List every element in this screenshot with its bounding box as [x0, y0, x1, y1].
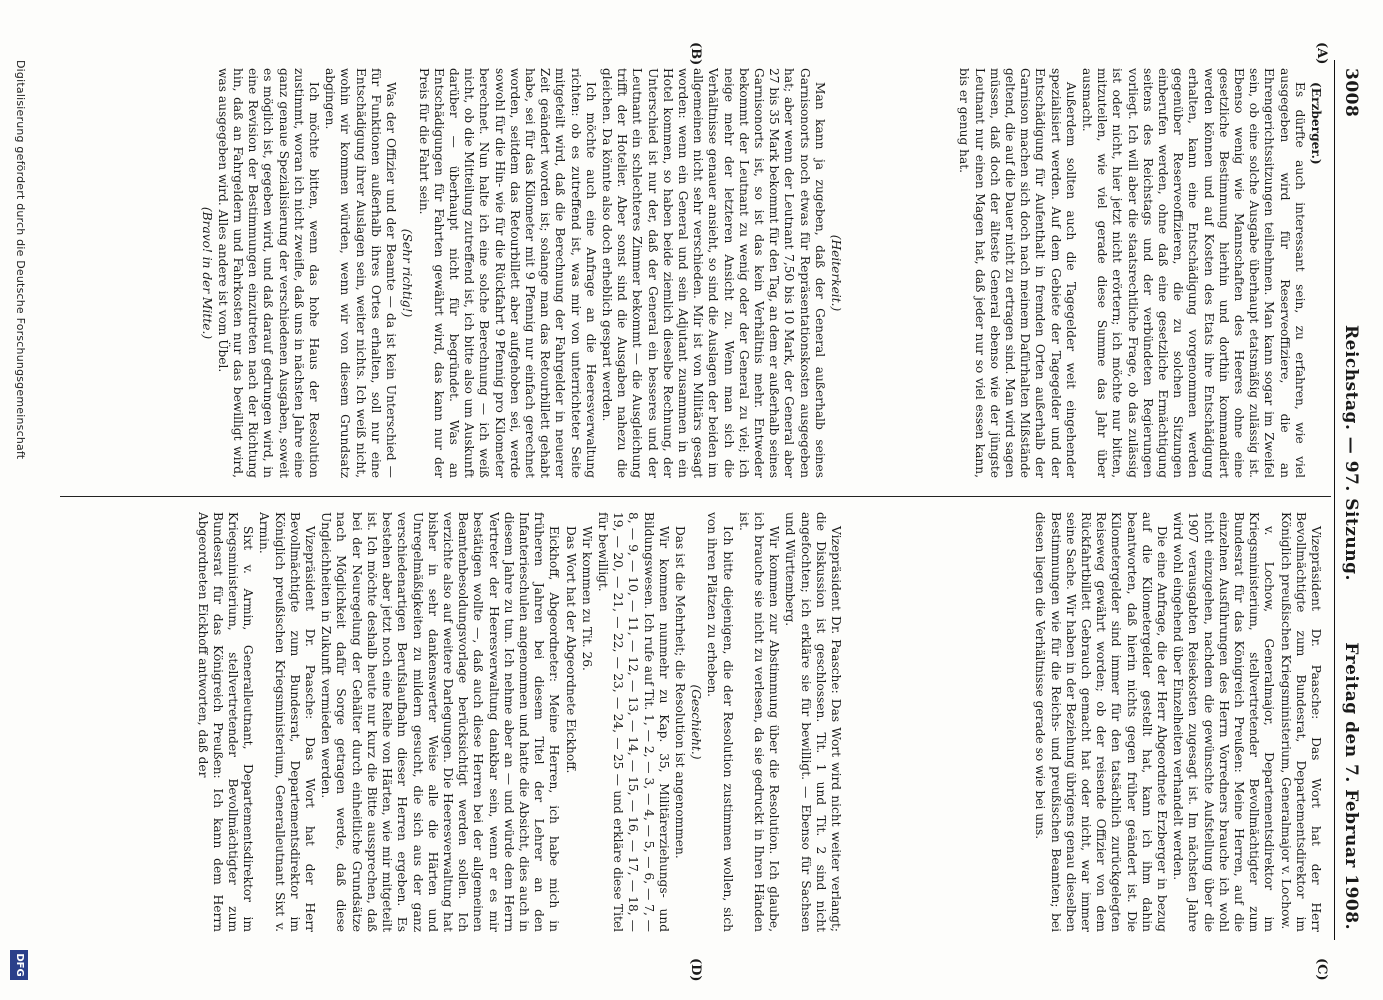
paragraph: Was der Offizier und der Beamte — da ist kein Unterschied — für Funktionen außerhalb ihres Ortes erhalten, soll nur eine Entschädigung ihrer Auslagen sein, weiter nichts. Ich weiß nicht, wohin wir kommen würden, wenn wir von diesem Grundsatz abgingen.	[323, 68, 399, 478]
paragraph: Das Wort hat der Abgeordnete Eickhoff.	[563, 526, 578, 774]
page-number: 3008	[1341, 68, 1361, 118]
column-divider	[60, 496, 1331, 497]
paragraph: v. Lochow, Generalmajor, Departementsdirektor im Kriegsministerium, stellvertretender Bevollmächtigter zum Bundesrat für das Königreich Preußen: Meine Herren, auf die einzelnen Ausführungen des Herrn Vorredners brauche ich wohl nicht einzugehen, nachdem die gewünschte Aufstellung über die 1907 verausgabten Reisekosten zugesagt ist. Im nächsten Jahre wird wohl eingehend über Einzelheiten verhandelt werden.	[1171, 512, 1277, 932]
paragraph: Vizepräsident Dr. Paasche: Das Wort hat der Herr Bevollmächtigte zum Bundesrat, Departementsdirektor im Königlich preußischen Kriegsministerium, Generalmajor v. Lochow.	[1278, 512, 1323, 932]
paragraph: Es dürfte auch interessant sein, zu erfahren, wie viel ausgegeben wird für Reserveoffiziere, die an Ehrengerichtssitzungen teilnehmen. Man kann sogar im Zweifel sein, ob eine solche Ausgabe überhaupt etatsmäßig zulässig ist. Ebenso wenig wie Mannschaften des Heeres ohne eine gesetzliche Bestimmung hierhin und dorthin kommandiert werden können und auf Kosten des Etats ihre Entschädigung erhalten, kann eine Entschädigung vorgenommen werden gegenüber Reserveoffizieren, die zu solchen Sitzungen einberufen werden, ohne daß eine gesetzliche Ermächtigung seitens des Reichstags und der verbündeten Regierungen vorliegt. Ich will aber die staatsrechtliche Frage, ob das zulässig ist oder nicht, hier jetzt nicht erörtern; ich möchte nur bitten, mitzuteilen, wie viel gerade diese Summe das Jahr über ausmacht.	[1079, 68, 1307, 478]
paragraph: Eickhoff, Abgeordneter: Meine Herren, ich habe mich in früheren Jahren bei diesem Titel der Lehrer an den Infanterieschulen angenommen und hatte die Absicht, dies auch in diesem Jahre zu tun. Ich nehme aber an — und würde dem Herrn Vertreter der Heeresverwaltung dankbar sein, wenn er es mir bestätigen wollte —, daß auch diese Herren bei der allgemeinen Beamtenbesoldungsvorlage berücksichtigt werden sollen. Ich verzichte also auf weitere Darlegungen. Die Heeresverwaltung hat bisher in sehr dankenswerter Weise alle die Härten und Unregelmäßigkeiten zu mildern gesucht, die sich aus der ganz verschiedenartigen Berufslaufbahn dieser Herren ergeben. Es bestehen aber jetzt noch eine Reihe von Härten, wie mir mitgeteilt ist. Ich möchte deshalb heute nur kurz die Bitte aussprechen, daß bei der Neuregelung der Gehälter durch einheitliche Grundsätze nach Möglichkeit dafür Sorge getragen werde, daß diese Ungleichheiten in Zukunft vermieden werden.	[319, 512, 562, 932]
paragraph: Sixt v. Armin, Generalleutnant, Departementsdirektor im Kriegsministerium, stellvertretender Bevollmächtigter zum Bundesrat für das Königreich Preußen: Ich kann dem Herrn Abgeordneten Eickhoff antworten, daß der	[195, 512, 256, 932]
paragraph: Die eine Anfrage, die der Herr Abgeordnete Erzberger in bezug auf die Kilometergelder gestellt hat, kann ich ihm dahin beantworten, daß hierin nichts gegen früher geändert ist. Die Kilometergelder sind immer für den tatsächlich zurückgelegten Reiseweg gewährt worden; ob der reisende Offizier von dem Rückfahrtbillett Gebrauch gemacht hat oder nicht, war immer seine Sache. Wir haben in der Beziehung übrigens genau dieselben Bestimmungen wie für die Reichs- und preußischen Beamten; bei diesen liegen die Verhältnisse gerade so wie bei uns.	[1033, 512, 1169, 932]
paragraph: (Geschieht.)	[689, 684, 704, 760]
paragraph: Ich möchte auch eine Anfrage an die Heeresverwaltung richten: ob es zutreffend ist, was mir von unterrichteter Seite mitgeteilt wird, daß die Berechnung der Fahrgelder in neuerer Zeit geändert worden ist; solange man das Retourbillett gehabt habe, sei für das Kilometer mit 9 Pfennig nur einfach gerechnet worden, seitdem das Retourbillett aber aufgehoben sei, werde sowohl für die Hin- wie für die Rückfahrt 9 Pfennig pro Kilometer berechnet. Nun halte ich eine solche Berechnung — ich weiß nicht, ob die Mitteilung zutreffend ist, ich bitte also um Auskunft darüber — überhaupt nicht für begründet. Was an Entschädigungen für Fahrten gewährt wird, das kann nur der Preis für die Fahrt sein.	[416, 68, 598, 478]
header-title: Reichstag. — 97. Sitzung.	[1341, 325, 1361, 581]
margin-letter-c: (C)	[1314, 958, 1329, 981]
paragraph: Vizepräsident Dr. Paasche: Das Wort hat der Herr Bevollmächtigte zum Bundesrat, Departementsdirektor im Königlich preußischen Kriegsministerium, Generalleutnant Sixt v. Armin.	[257, 512, 318, 932]
paragraph: Vizepräsident Dr. Paasche: Das Wort wird nicht weiter verlangt; die Diskussion ist geschlossen. Tit. 1 und Tit. 2 sind nicht angefochten; ich erkläre sie für bewilligt. — Ebenso für Sachsen und Württemberg.	[783, 512, 843, 932]
digitization-credit: Digitalisierung gefördert durch die Deutsche Forschungsgemeinschaft	[14, 60, 27, 460]
paragraph: (Erzberger.)	[1309, 82, 1323, 165]
paragraph: Man kann ja zugeben, daß der General außerhalb seines Garnisonorts noch etwas für Repräsentationskosten ausgegeben hat; aber wenn der Leutnant 7,50 bis 10 Mark, der General aber 27 bis 35 Mark bekommt für den Tag, an dem er außerhalb seines Garnisonorts ist, so ist das kein Verhältnis mehr. Entweder bekommt der Leutnant zu wenig oder der General zu viel; ich neige mehr der letzteren Ansicht zu. Wenn man sich die Verhältnisse genauer ansieht, so sind die Auslagen der beiden im allgemeinen nicht sehr verschieden. Mir ist von Militärs gesagt worden: wenn ein General und sein Adjutant zusammen in ein Hotel kommen, so haben beide ziemlich dieselbe Rechnung, der Unterschied ist nur der, daß der General ein besseres und der Leutnant ein schlechteres Zimmer bekommt — die Ausgleichung trifft der Hotelier. Aber sonst sind die Ausgaben nahezu die gleichen. Da könnte also doch erheblich gespart werden.	[599, 68, 827, 478]
right-column-bottom	[53, 512, 843, 932]
paragraph: (Sehr richtig!)	[400, 228, 415, 318]
margin-letter-a: (A)	[1314, 42, 1329, 65]
paragraph: (Heiterkeit.)	[829, 234, 843, 312]
paragraph: Wir kommen nunmehr zu Kap. 35, Militärerziehungs- und Bildungswesen. Ich rufe auf Tit. 1, — 2, — 3, — 4, — 5, — 6, — 7, — 8, — 9, — 10, — 11, — 12, — 13, — 14, — 15, — 16, — 17, — 18, — 19, — 20, — 21, — 22, — 23, — 24, — 25 — und erkläre diese Titel für bewilligt.	[595, 512, 671, 932]
paragraph: Ich bitte diejenigen, die der Resolution zustimmen wollen, sich von ihren Plätzen zu erheben.	[705, 512, 735, 932]
paragraph: Ich möchte bitten, wenn das hohe Haus der Resolution zustimmt, woran ich nicht zweifle, daß uns in nächsten Jahre eine ganz genaue Spezialisierung der verschiedenen Ausgaben, soweit es möglich ist, gegeben wird, und daß darauf gedrungen wird, in eine Revision der Bestimmungen einzutreten nach der Richtung hin, daß an Fahrgeldern und Fahrkosten nur das bewilligt wird, was ausgegeben wird. Alles andere ist vom Übel.	[215, 68, 322, 478]
margin-letter-d: (D)	[688, 958, 703, 982]
page-header	[1335, 40, 1365, 960]
paragraph: (Bravo! in der Mitte.)	[199, 206, 214, 340]
left-column-bottom	[53, 68, 843, 478]
paragraph: Wir kommen zur Abstimmung über die Resolution. Ich glaube, ich brauche sie nicht zu verlesen, da sie gedruckt in Ihren Händen ist.	[736, 512, 782, 932]
right-column-top	[853, 512, 1323, 932]
left-column-top	[853, 68, 1323, 478]
paragraph: Das ist die Mehrheit; die Resolution ist angenommen.	[672, 526, 687, 859]
dfg-logo: DFG	[10, 950, 28, 980]
margin-letter-b: (B)	[688, 42, 703, 66]
header-rule	[1334, 60, 1335, 940]
header-date: Freitag den 7. Februar 1908.	[1341, 642, 1361, 930]
paragraph: Außerdem sollten auch die Tagegelder weit eingehender spezialisiert werden. Auf dem Gebiete der Tagegelder und der Entschädigung für Aufenthalt in fremden Orten außerhalb der Garnison machen sich doch nach meinem Dafürhalten Mißstände geltend, die auf die Dauer nicht zu ertragen sind. Man wird sagen müssen, daß doch der älteste General ebenso wie der jüngste Leutnant nur einen Magen hat, daß jeder nur so viel essen kann, bis er genug hat.	[957, 68, 1078, 478]
paragraph: Wir kommen zu Tit. 26.	[579, 526, 594, 671]
